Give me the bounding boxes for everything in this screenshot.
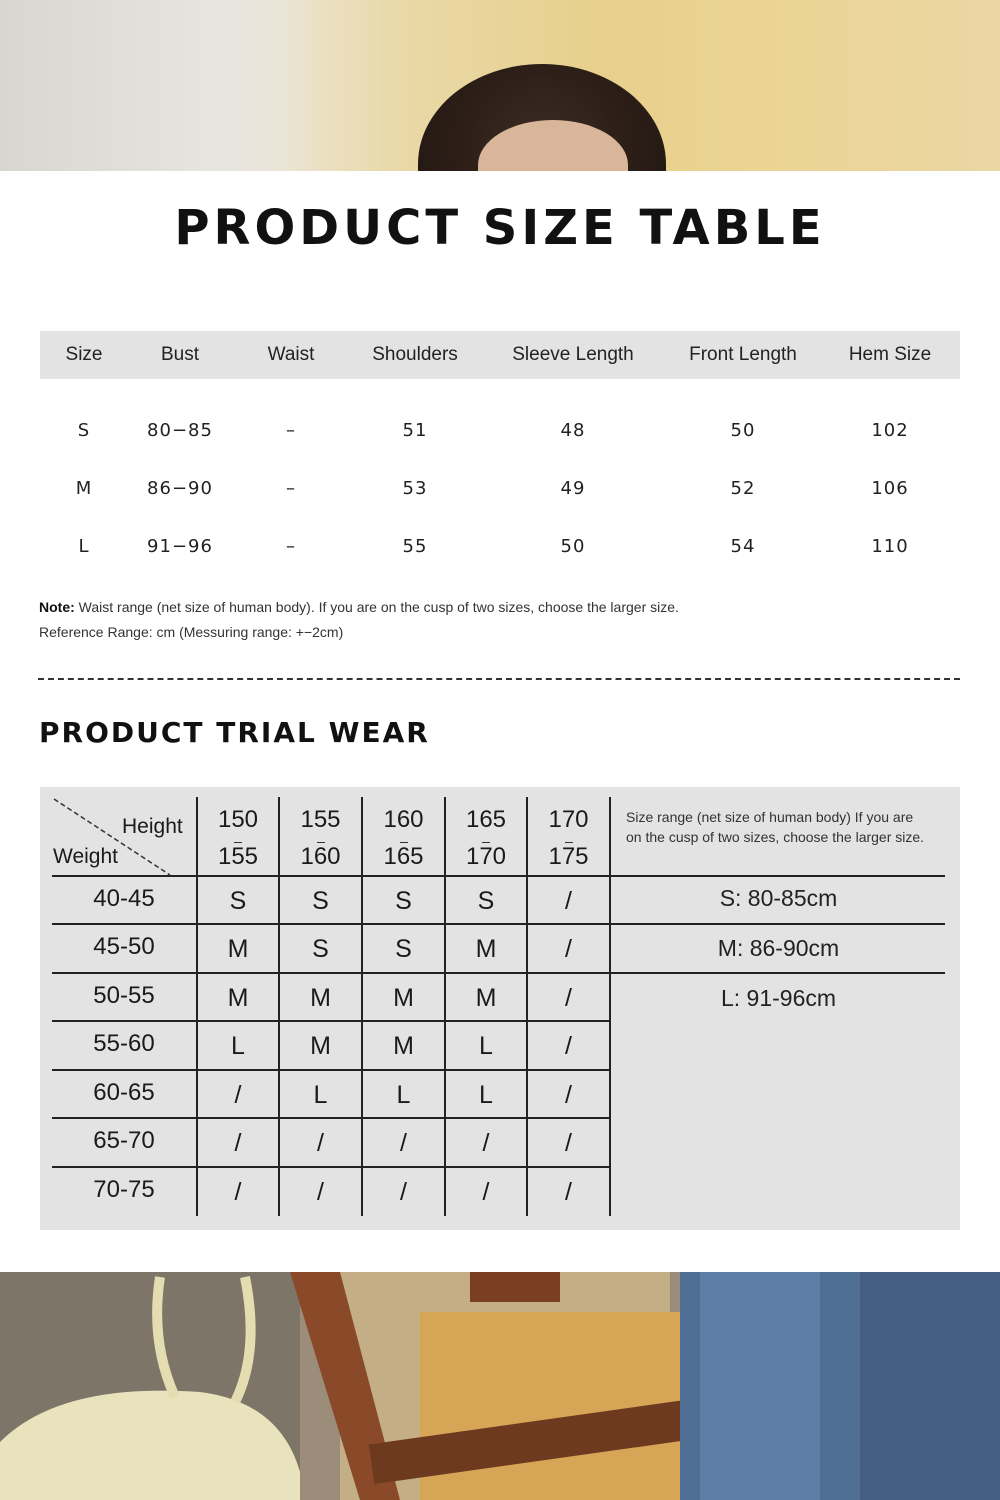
weight-label: 55-60 [93, 1030, 155, 1057]
weight-label: 60-65 [93, 1079, 155, 1106]
size-cell: / [482, 1178, 490, 1206]
size-cell: L [479, 1081, 493, 1109]
cell-front-length: 50 [730, 419, 756, 441]
size-cell: M [310, 984, 331, 1012]
size-cell: / [234, 1178, 242, 1206]
size-cell: M [475, 935, 497, 963]
height-header: 150 155 [217, 806, 259, 870]
header-waist: Waist [267, 344, 315, 365]
height-header: 165 170 [465, 806, 507, 870]
grid-line [52, 923, 945, 925]
weight-label: 45-50 [93, 933, 155, 960]
note-label: Note: [39, 599, 75, 615]
cell-shoulders: 53 [402, 477, 428, 499]
range-s: S: 80-85cm [719, 885, 838, 911]
size-table [40, 331, 960, 575]
header-sleeve-length: Sleeve Length [512, 344, 634, 365]
size-cell: M [475, 984, 497, 1012]
cell-hem-size: 110 [871, 535, 909, 557]
size-cell: / [565, 1129, 572, 1157]
trial-wear-table [40, 787, 960, 1230]
lifestyle-scene [0, 1272, 1000, 1500]
header-hem-size: Hem Size [848, 344, 932, 365]
size-cell: M [393, 1032, 414, 1060]
size-cell: / [482, 1129, 490, 1157]
weight-label: 40-45 [93, 885, 155, 912]
size-cell: / [565, 887, 572, 915]
cell-bust: 80−85 [147, 419, 213, 441]
size-cell: L [231, 1032, 245, 1060]
size-cell: S [477, 887, 495, 915]
cell-size: L [78, 535, 90, 557]
cell-sleeve-length: 48 [560, 419, 586, 441]
header-shoulders: Shoulders [372, 344, 458, 365]
size-cell: / [317, 1129, 324, 1157]
cell-sleeve-length: 49 [560, 477, 586, 499]
grid-line [52, 1166, 610, 1168]
size-cell: / [565, 984, 572, 1012]
cell-shoulders: 55 [402, 535, 428, 557]
size-table-header [40, 331, 960, 379]
grid-line [52, 972, 945, 974]
cell-shoulders: 51 [402, 419, 428, 441]
cell-waist: – [286, 419, 296, 441]
grid-line [52, 875, 945, 877]
header-front-length: Front Length [689, 344, 797, 365]
size-cell: / [565, 1032, 572, 1060]
range-m: M: 86-90cm [717, 935, 840, 961]
header-size: Size [65, 344, 103, 365]
size-cell: / [565, 935, 572, 963]
page-title: PRODUCT SIZE TABLE [174, 200, 826, 256]
weight-axis-label: Weight [53, 845, 118, 868]
size-cell: M [227, 935, 249, 963]
size-note [39, 595, 679, 645]
height-axis-label: Height [122, 815, 183, 838]
range-l: L: 91-96cm [720, 985, 837, 1011]
trial-wear-title: PRODUCT TRIAL WEAR [39, 716, 430, 749]
size-cell: M [310, 1032, 331, 1060]
height-header: 160 165 [383, 806, 424, 870]
size-cell: M [227, 984, 249, 1012]
cell-sleeve-length: 50 [560, 535, 586, 557]
size-cell: / [234, 1129, 242, 1157]
size-cell: L [479, 1032, 493, 1060]
bottom-lifestyle-photo [0, 1272, 1000, 1500]
cell-hem-size: 102 [871, 419, 909, 441]
size-cell: M [393, 984, 414, 1012]
cell-size: S [77, 419, 91, 441]
table-row [40, 517, 960, 575]
table-row [40, 401, 960, 459]
cell-front-length: 52 [730, 477, 756, 499]
top-model-photo [0, 0, 1000, 171]
size-cell: L [396, 1081, 411, 1109]
note-text: Waist range (net size of human body). If you are on the cusp of two sizes, choose the larger size. [74, 599, 679, 615]
cell-hem-size: 106 [871, 477, 909, 499]
size-cell: L [313, 1081, 328, 1109]
grid-line [52, 1069, 610, 1071]
size-cell: / [565, 1178, 572, 1206]
cell-bust: 86−90 [147, 477, 213, 499]
header-bust: Bust [160, 344, 200, 365]
weight-label: 70-75 [93, 1176, 155, 1203]
size-cell: S [312, 935, 329, 963]
wall-shadow [0, 0, 320, 171]
weight-label: 65-70 [93, 1127, 155, 1154]
height-header: 155 160 [300, 806, 341, 870]
size-cell: / [400, 1178, 407, 1206]
size-cell: S [395, 935, 412, 963]
cell-size: M [75, 477, 93, 499]
size-cell: / [317, 1178, 324, 1206]
cell-bust: 91−96 [147, 535, 213, 557]
size-cell: S [395, 887, 412, 915]
table-row [40, 459, 960, 517]
cell-front-length: 54 [730, 535, 756, 557]
cell-waist: – [286, 477, 296, 499]
size-cell: / [565, 1081, 572, 1109]
cell-waist: – [286, 535, 296, 557]
size-cell: S [229, 887, 247, 915]
height-header: 170 175 [548, 806, 589, 870]
size-cell: / [400, 1129, 407, 1157]
size-cell: S [312, 887, 329, 915]
section-divider [38, 678, 960, 680]
reference-range-text: Reference Range: cm (Messuring range: +−2cm) [39, 624, 344, 640]
grid-line [52, 1020, 610, 1022]
weight-label: 50-55 [93, 982, 155, 1009]
grid-line [52, 1117, 610, 1119]
size-cell: / [234, 1081, 242, 1109]
size-range-info: Size range (net size of human body) If you are on the cusp of two sizes, choose the larger size. [626, 809, 925, 845]
